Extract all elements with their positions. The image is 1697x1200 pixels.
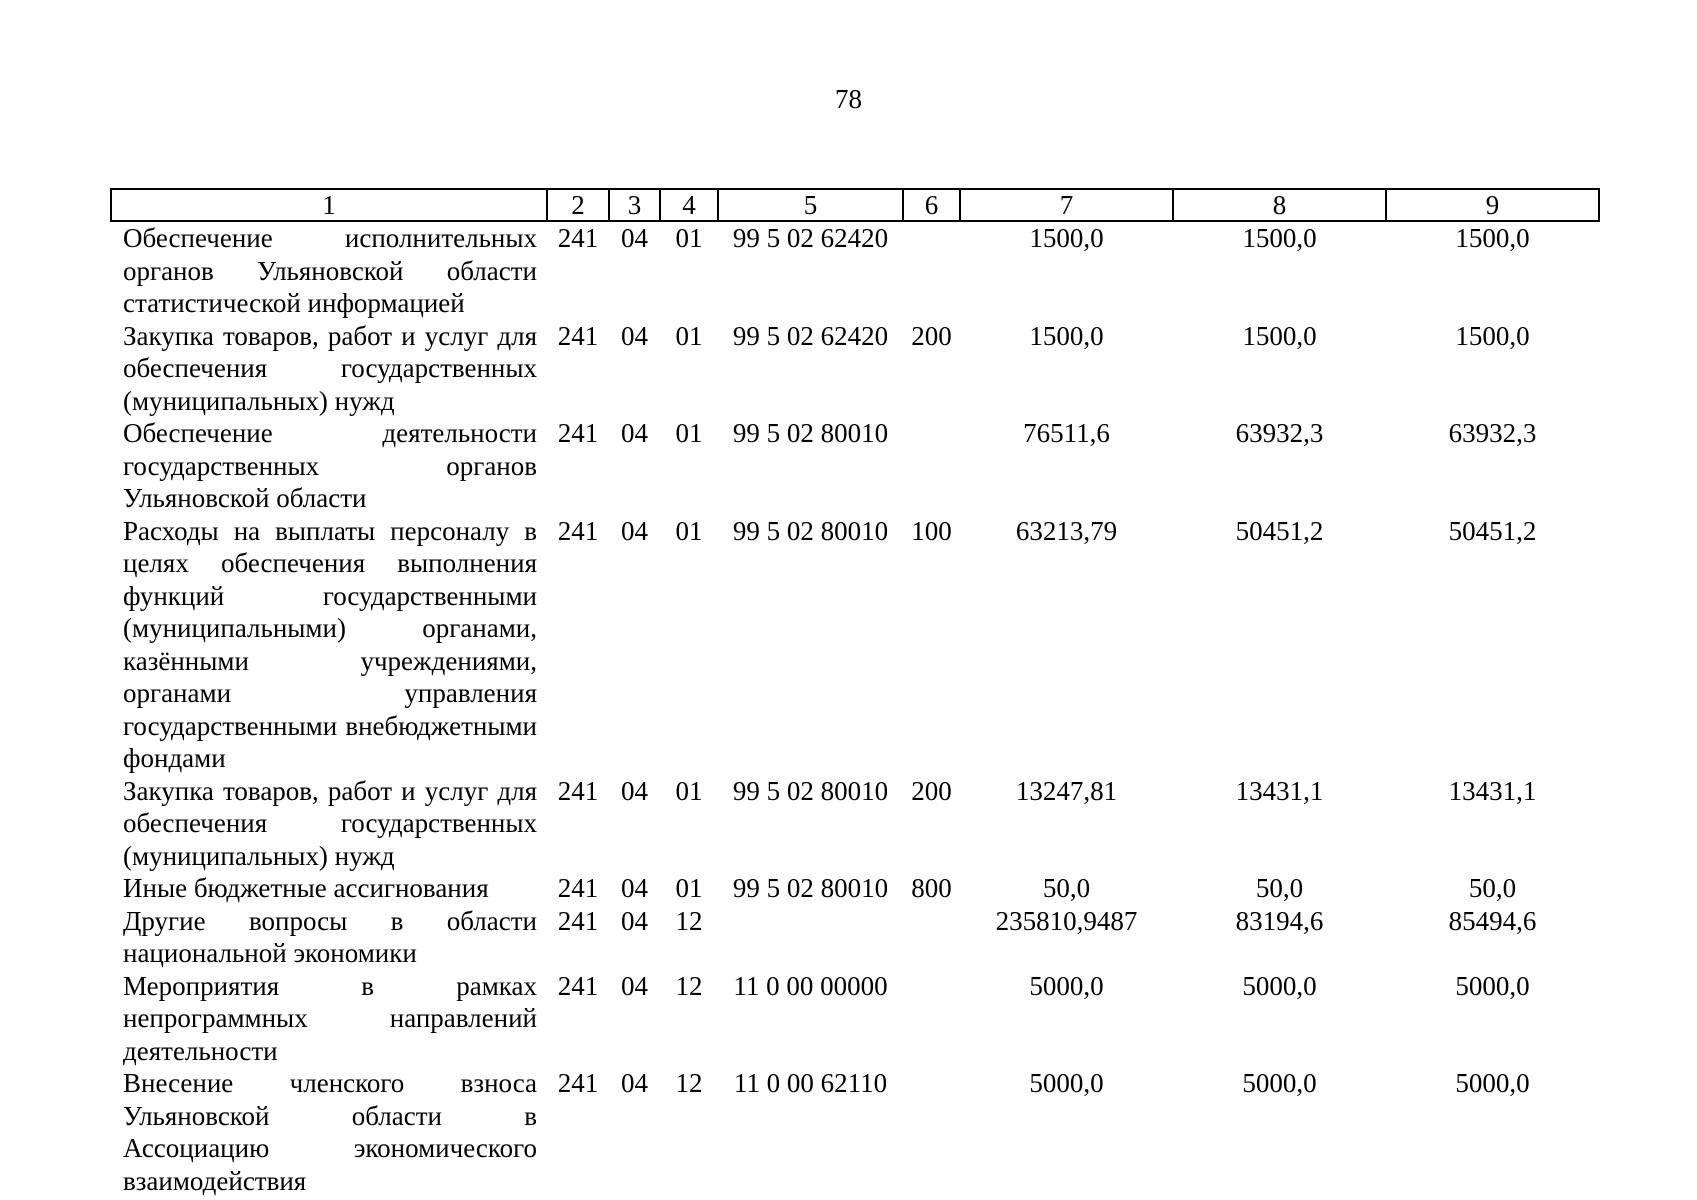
- amount-cell: 63213,79: [1015, 515, 1118, 546]
- section-code-cell: 04: [621, 775, 648, 806]
- ministry-code-cell: 241: [557, 418, 599, 448]
- amount-cell: 50451,2: [1448, 515, 1537, 546]
- table-row: [111, 905, 1599, 970]
- ministry-code-cell: 241: [557, 970, 599, 1001]
- table-row: [111, 221, 1599, 320]
- ministry-code-cell: 241: [557, 1068, 599, 1098]
- target-article-cell: 99 5 02 62420: [732, 223, 889, 253]
- section-code-cell: 04: [621, 223, 648, 253]
- column-number: 7: [960, 189, 1173, 221]
- target-article-cell: 99 5 02 80010: [732, 775, 889, 806]
- table-row: [111, 1067, 1599, 1197]
- budget-table: [110, 188, 1600, 1197]
- subsection-code-cell: 01: [675, 873, 703, 903]
- amount-cell: 13431,1: [1235, 775, 1324, 806]
- expense-type-cell: [903, 905, 960, 970]
- column-number-row: [111, 189, 1599, 221]
- section-code-cell: 04: [621, 1068, 648, 1098]
- amount-cell: 5000,0: [1029, 970, 1104, 1001]
- target-article-cell: 99 5 02 80010: [732, 515, 889, 546]
- target-article-cell: 11 0 00 00000: [733, 970, 888, 1001]
- expense-type-cell: [903, 1067, 960, 1197]
- table-row: [111, 320, 1599, 418]
- target-article-cell: [718, 905, 903, 970]
- amount-cell: 85494,6: [1448, 905, 1537, 936]
- ministry-code-cell: 241: [557, 320, 599, 351]
- amount-cell: 5000,0: [1242, 970, 1317, 1001]
- section-code-cell: 04: [621, 320, 648, 351]
- subsection-code-cell: 12: [675, 905, 703, 936]
- column-number: 1: [111, 189, 547, 221]
- amount-cell: 50,0: [1042, 873, 1091, 903]
- amount-cell: 63932,3: [1235, 418, 1324, 448]
- expense-name-cell: Закупка товаров, работ и услуг для обеспечения государственных (муниципальных) нужд: [123, 320, 537, 416]
- amount-cell: 1500,0: [1242, 223, 1317, 253]
- expense-name-cell: Обеспечение деятельности государственных органов Ульяновской области: [123, 418, 537, 513]
- target-article-cell: 99 5 02 80010: [732, 418, 889, 448]
- amount-cell: 76511,6: [1023, 418, 1110, 448]
- table-row: [111, 515, 1599, 775]
- amount-cell: 50,0: [1255, 873, 1304, 903]
- ministry-code-cell: 241: [557, 775, 599, 806]
- expense-name-cell: Мероприятия в рамках непрограммных направлений деятельности: [123, 970, 537, 1066]
- amount-cell: 83194,6: [1235, 905, 1324, 936]
- amount-cell: 5000,0: [1029, 1068, 1104, 1098]
- ministry-code-cell: 241: [557, 873, 599, 903]
- table-row: [111, 775, 1599, 873]
- column-number: 6: [903, 189, 960, 221]
- subsection-code-cell: 01: [675, 775, 703, 806]
- subsection-code-cell: 12: [675, 970, 703, 1001]
- expense-type-cell: [903, 221, 960, 320]
- amount-cell: 63932,3: [1448, 418, 1537, 448]
- page-number: 78: [835, 84, 862, 114]
- target-article-cell: 11 0 00 62110: [733, 1068, 888, 1098]
- amount-cell: 5000,0: [1455, 970, 1530, 1001]
- amount-cell: 13247,81: [1015, 775, 1118, 806]
- expense-name-cell: Расходы на выплаты персоналу в целях обеспечения выполнения функций государственными (муниципальными) органами, казёнными учреждениями, органами управления государственными внебюджетными фондами: [123, 515, 537, 773]
- amount-cell: 5000,0: [1242, 1068, 1317, 1098]
- amount-cell: 1500,0: [1242, 320, 1317, 351]
- expense-type-cell: 100: [911, 515, 952, 546]
- target-article-cell: 99 5 02 80010: [732, 873, 889, 903]
- table-row: [111, 417, 1599, 515]
- subsection-code-cell: 01: [675, 515, 703, 546]
- section-code-cell: 04: [621, 905, 648, 936]
- column-number: 5: [718, 189, 903, 221]
- table-row: [111, 872, 1599, 905]
- table-row: [111, 970, 1599, 1068]
- amount-cell: 1500,0: [1455, 320, 1530, 351]
- column-number: 9: [1386, 189, 1599, 221]
- subsection-code-cell: 01: [675, 320, 703, 351]
- amount-cell: 13431,1: [1448, 775, 1537, 806]
- expense-type-cell: 200: [911, 320, 952, 351]
- column-number: 8: [1173, 189, 1386, 221]
- column-number: 3: [609, 189, 660, 221]
- subsection-code-cell: 12: [675, 1068, 703, 1098]
- expense-type-cell: 200: [911, 775, 952, 806]
- amount-cell: 50,0: [1468, 873, 1517, 903]
- expense-type-cell: [903, 417, 960, 515]
- expense-name-cell: Обеспечение исполнительных органов Ульяновской области статистической информацией: [123, 223, 537, 318]
- expense-name-cell: Внесение членского взноса Ульяновской области в Ассоциацию экономического взаимодействия: [123, 1068, 537, 1196]
- expense-name-cell: Иные бюджетные ассигнования: [123, 873, 489, 903]
- ministry-code-cell: 241: [557, 223, 599, 253]
- section-code-cell: 04: [621, 418, 648, 448]
- amount-cell: 50451,2: [1235, 515, 1324, 546]
- section-code-cell: 04: [621, 873, 648, 903]
- column-number: 4: [660, 189, 718, 221]
- amount-cell: 235810,9487: [995, 905, 1138, 936]
- expense-type-cell: [903, 970, 960, 1068]
- section-code-cell: 04: [621, 970, 648, 1001]
- amount-cell: 1500,0: [1029, 223, 1104, 253]
- section-code-cell: 04: [621, 515, 648, 546]
- expense-name-cell: Закупка товаров, работ и услуг для обеспечения государственных (муниципальных) нужд: [123, 775, 537, 871]
- amount-cell: 1500,0: [1029, 320, 1104, 351]
- column-number: 2: [547, 189, 609, 221]
- subsection-code-cell: 01: [675, 223, 703, 253]
- ministry-code-cell: 241: [557, 515, 599, 546]
- expense-name-cell: Другие вопросы в области национальной экономики: [123, 905, 537, 968]
- target-article-cell: 99 5 02 62420: [732, 320, 889, 351]
- subsection-code-cell: 01: [675, 418, 703, 448]
- ministry-code-cell: 241: [557, 905, 599, 936]
- amount-cell: 1500,0: [1455, 223, 1530, 253]
- amount-cell: 5000,0: [1455, 1068, 1530, 1098]
- expense-type-cell: 800: [911, 873, 952, 903]
